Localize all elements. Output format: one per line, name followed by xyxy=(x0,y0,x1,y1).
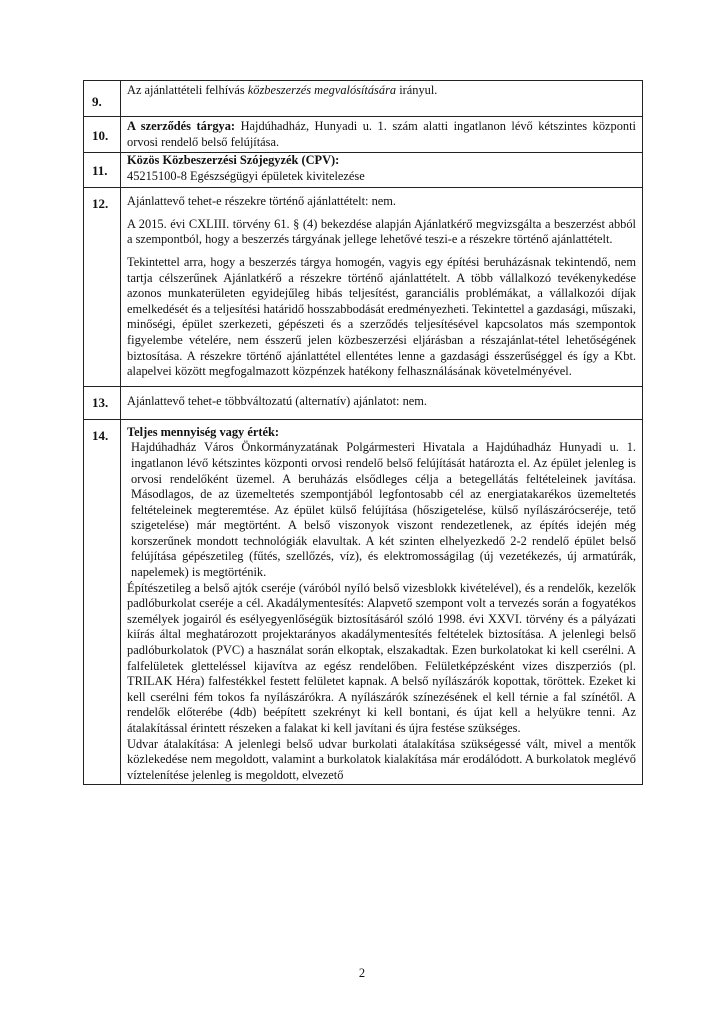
tender-table xyxy=(83,80,643,785)
row9-text-italic: közbeszerzés megvalósítására xyxy=(247,83,397,97)
table-row-13 xyxy=(84,386,643,419)
table-row-9 xyxy=(84,81,643,117)
row-content xyxy=(121,117,643,153)
subject-text: Hajdúhadház, Hunyadi u. 1. szám alatti ingatlanon lévő kétszintes központi orvosi rendelő belső felújítása. xyxy=(127,119,636,149)
row-number: 14. xyxy=(84,419,121,785)
paragraph: Udvar átalakítása: A jelenlegi belső udvar burkolati átalakítása szükségessé vált, mivel a mentők közlekedése nem megoldott, valamint a burkolatok kialakítása már erodálódott. A burkolatok meglévő víztelenítése jelenleg is megoldott, elvezető xyxy=(127,736,636,782)
row-number: 10. xyxy=(84,117,121,153)
table-row-10 xyxy=(84,117,643,153)
row9-text-post: irányul. xyxy=(396,83,438,97)
row-number: 11. xyxy=(84,153,121,188)
row-content xyxy=(121,419,643,785)
row-number: 9. xyxy=(84,81,121,117)
paragraph: Tekintettel arra, hogy a beszerzés tárgya homogén, vagyis egy építési beruházásnak tekintendő, nem tartja célszerűnek Ajánlatkérő a részekre történő ajánlattételt. A több vállalkozó tevékenykedése azonos munkaterületen egyidejűleg hibás teljesítést, garanciális problémákat, a vállalkozói díjak emelkedését és a teljesítési határidő hosszabbodását eredményezheti. Tekintettel a gazdasági, műszaki, minőségi, épület szerkezeti, gépészeti és a szerződés teljesítésével kapcsolatos más szempontok figyelembe vételére, nem ésszerű jelen közbeszerzési eljárásban a részajánlat-tétel lehetőségének biztosítása. A részekre történő ajánlattétel ellentétes lenne a gazdasági ésszerűséggel és így a Kbt. alapelvei között megfogalmazott közpénzek hatékony felhasználásának követelményével. xyxy=(127,254,636,379)
row-content xyxy=(121,81,643,117)
subject-label: A szerződés tárgya: xyxy=(127,119,236,133)
page-number: 2 xyxy=(358,966,366,980)
paragraph: Hajdúhadház Város Önkormányzatának Polgármesteri Hivatala a Hajdúhadház Hunyadi u. 1. ingatlanon lévő kétszintes központi orvosi rendelő belső felújítását határozta el. Az épület jelenleg is orvosi rendelőként üzemel. A beruházás elsődleges célja a betegellátás feltételeinek javítása. Másodlagos, de az üzemeltetés szempontjából legfontosabb cél az energiatakarékos üzemeltetés feltételeinek megteremtése. Az épület külső felújítása (hőszigetelése, külső nyílászárócseréje, tető szigetelése) már megtörtént. A belső viszonyok viszont rendezetlenek, az építés idején még korszerűnek mondott technológiák elavultak. A két szinten elhelyezkedő 2-2 rendelő épület belső felújítása gépészetileg (fűtés, szellőzés, víz), és elektromosságilag (új vezetékezés, új armatúrák, napelemek) is megtörténik. xyxy=(131,440,636,580)
cpv-label: Közös Közbeszerzési Szójegyzék (CPV): xyxy=(127,153,340,168)
row-content xyxy=(121,386,643,419)
table-row-14 xyxy=(84,419,643,785)
row9-text-pre: Az ajánlattételi felhívás xyxy=(127,83,248,97)
row-content xyxy=(121,188,643,387)
alternative-offer-text: Ajánlattevő tehet-e többváltozatú (alternatív) ajánlatot: nem. xyxy=(127,393,428,408)
table-row-12 xyxy=(84,188,643,387)
quantity-label: Teljes mennyiség vagy érték: xyxy=(127,424,279,439)
row-number: 12. xyxy=(84,188,121,387)
paragraph: A 2015. évi CXLIII. törvény 61. § (4) bekezdése alapján Ajánlatkérő megvizsgálta a beszerzést abból a szempontból, hogy a beszerzés tárgyának jellege lehetővé teszi-e a részekre történő ajánlattételt. xyxy=(127,216,636,247)
paragraph: Építészetileg a belső ajtók cseréje (váróból nyíló belső vizesblokk kivételével), és a rendelők, kezelők padlóburkolat cseréje a cél. Akadálymentesítés: Alapvető szempont volt a tervezés során a fogyatékos személyek jogairól és esélyegyenlőségük biztosításáról szóló 1998. évi XXVI. törvény és a pályázati kiírás által meghatározott projektarányos akadálymentesítés feltételek biztosítása. A jelenlegi belső padlóburkolatok (PVC) a használat során elkoptak, elszakadtak. Ezen burkolatokat ki kell cserélni. A falfelületek gletteléssel kijavítva az egész rendelőben. Felületképzésként vizes diszperziós (pl. TRILAK Héra) falfestékkel festett felületet kapnak. A belső nyílászárók kopottak, töröttek. Ezeket ki kell cserélni fém tokos fa nyílászárókra. A nyílászárók színezésének el kell térnie a fal színétől. A rendelők előterébe (4db) beépített szekrényt ki kell bontani, és újat kell a helyükre tenni. Az átalakítással érintett részeken a falakat ki kell javítani és újra festése szükséges. xyxy=(127,580,636,735)
row-content xyxy=(121,153,643,188)
row-number: 13. xyxy=(84,386,121,419)
paragraph: Ajánlattevő tehet-e részekre történő ajánlattételt: nem. xyxy=(127,194,397,209)
table-row-11 xyxy=(84,153,643,188)
cpv-text: 45215100-8 Egészségügyi épületek kivitelezése xyxy=(127,168,365,183)
